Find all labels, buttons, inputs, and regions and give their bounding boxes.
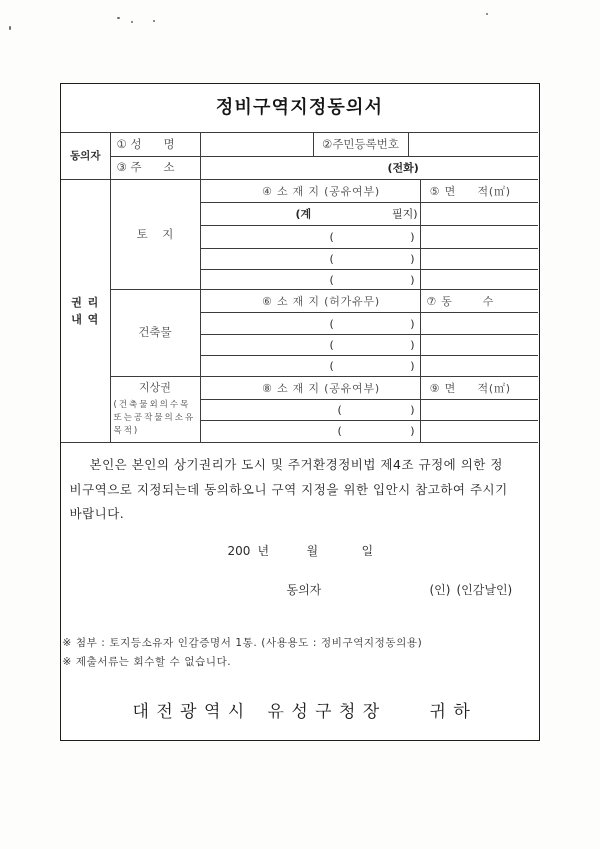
land-location-cell	[200, 203, 420, 226]
building-location-cell	[200, 356, 420, 377]
form-table	[61, 84, 538, 442]
name-label: ① 성 명	[110, 133, 200, 157]
rights-label-line1: 권 리	[71, 295, 100, 309]
consent-statement-line: 비구역으로 지정되는데 동의하오니 구역 지정을 위한 입안시 참고하여 주시기	[69, 481, 508, 497]
paren-close: )	[410, 252, 415, 266]
paren-open: (	[329, 359, 334, 373]
consenter-address-row	[61, 157, 538, 180]
surface-right-location-cell	[200, 421, 420, 442]
surface-right-header-row	[61, 377, 538, 400]
rights-label-line2: 내 역	[71, 312, 100, 326]
surface-right-purpose-line: 또는공작물의소유	[113, 413, 196, 423]
paren-open: (	[329, 338, 334, 352]
attachment-note: ※ 첨부 : 토지등소유자 인감증명서 1통. (사용용도 : 정비구역지정동의용)	[62, 636, 423, 649]
land-location-cell	[200, 270, 420, 290]
consenter-section-label: 동의자	[61, 133, 110, 180]
paren-open: (	[329, 252, 334, 266]
surface-right-label-cell	[110, 377, 200, 442]
paren-open: (	[329, 317, 334, 330]
building-count-cell	[420, 313, 538, 335]
surface-right-location-header: ⑧ 소 재 지 (공유여부)	[200, 377, 420, 400]
paren-close: )	[410, 424, 415, 438]
paren-open: (	[329, 273, 334, 286]
addressee-office: 유 성 구 청 장	[267, 701, 381, 722]
date-day-unit: 일	[361, 543, 374, 558]
land-total-close: 필지)	[391, 207, 418, 221]
resident-id-value-cell	[408, 133, 538, 157]
consent-form	[60, 83, 540, 741]
land-label: 토 지	[110, 180, 200, 290]
date-month-unit: 월	[306, 543, 319, 558]
paren-close: )	[410, 359, 415, 373]
date-year-unit: 년	[257, 543, 270, 558]
paren-open: (	[337, 403, 342, 417]
surface-right-purpose-line: (건축물외의수목	[113, 400, 191, 410]
seal-note: (인감날인)	[456, 582, 513, 597]
paren-close: )	[410, 230, 415, 244]
date-year: 200	[227, 543, 251, 558]
paren-close: )	[410, 317, 415, 330]
scan-speck	[153, 20, 155, 22]
address-label: ③ 주 소	[110, 157, 200, 180]
addressee-city: 대 전 광 역 시	[132, 701, 246, 722]
surface-right-purpose-line: 목적)	[113, 426, 140, 436]
building-header-row	[61, 290, 538, 313]
paren-close: )	[410, 403, 415, 417]
consent-statement-line: 본인은 본인의 상기권리가 도시 및 주거환경정비법 제4조 규정에 의한 정	[89, 456, 503, 472]
rights-section-label	[61, 180, 110, 442]
consent-body	[61, 442, 538, 740]
signature-label: 동의자	[286, 582, 322, 597]
surface-right-area-cell	[420, 400, 538, 421]
seal-mark: (인)	[429, 582, 451, 597]
surface-right-label: 지상권	[139, 381, 171, 394]
paren-close: )	[410, 273, 415, 286]
building-count-cell	[420, 356, 538, 377]
phone-label: (전화)	[387, 161, 419, 175]
surface-right-location-cell	[200, 400, 420, 421]
paren-open: (	[329, 230, 334, 244]
building-count-cell	[420, 335, 538, 356]
consent-statement-line: 바랍니다.	[69, 505, 125, 521]
surface-right-area-header: ⑨ 면 적(㎡)	[420, 377, 538, 400]
form-title: 정비구역지정동의서	[61, 84, 538, 133]
land-area-cell	[420, 249, 538, 270]
title-row	[61, 84, 538, 133]
paren-open: (	[337, 424, 342, 438]
address-value-cell	[200, 157, 538, 180]
land-area-cell	[420, 203, 538, 226]
building-location-cell	[200, 313, 420, 335]
building-count-header: ⑦ 동 수	[420, 290, 538, 313]
land-location-cell	[200, 226, 420, 249]
land-header-row	[61, 180, 538, 203]
building-location-header: ⑥ 소 재 지 (허가유무)	[200, 290, 420, 313]
consenter-name-row	[61, 133, 538, 157]
scan-speck	[131, 21, 133, 23]
land-area-cell	[420, 226, 538, 249]
building-label: 건축물	[110, 290, 200, 377]
scan-speck	[486, 13, 488, 15]
paren-close: )	[410, 338, 415, 352]
land-location-header: ④ 소 재 지 (공유여부)	[200, 180, 420, 203]
building-location-cell	[200, 335, 420, 356]
resident-id-label: ②주민등록번호	[313, 133, 408, 157]
scan-speck	[9, 26, 11, 30]
non-return-note: ※ 제출서류는 회수할 수 없습니다.	[62, 655, 232, 668]
land-location-cell	[200, 249, 420, 270]
addressee-honorific: 귀 하	[429, 701, 471, 722]
land-total-open: (계	[295, 207, 312, 221]
land-area-header: ⑤ 면 적(㎡)	[420, 180, 538, 203]
land-area-cell	[420, 270, 538, 290]
surface-right-area-cell	[420, 421, 538, 442]
name-value-cell	[200, 133, 313, 157]
scan-speck	[117, 17, 120, 19]
